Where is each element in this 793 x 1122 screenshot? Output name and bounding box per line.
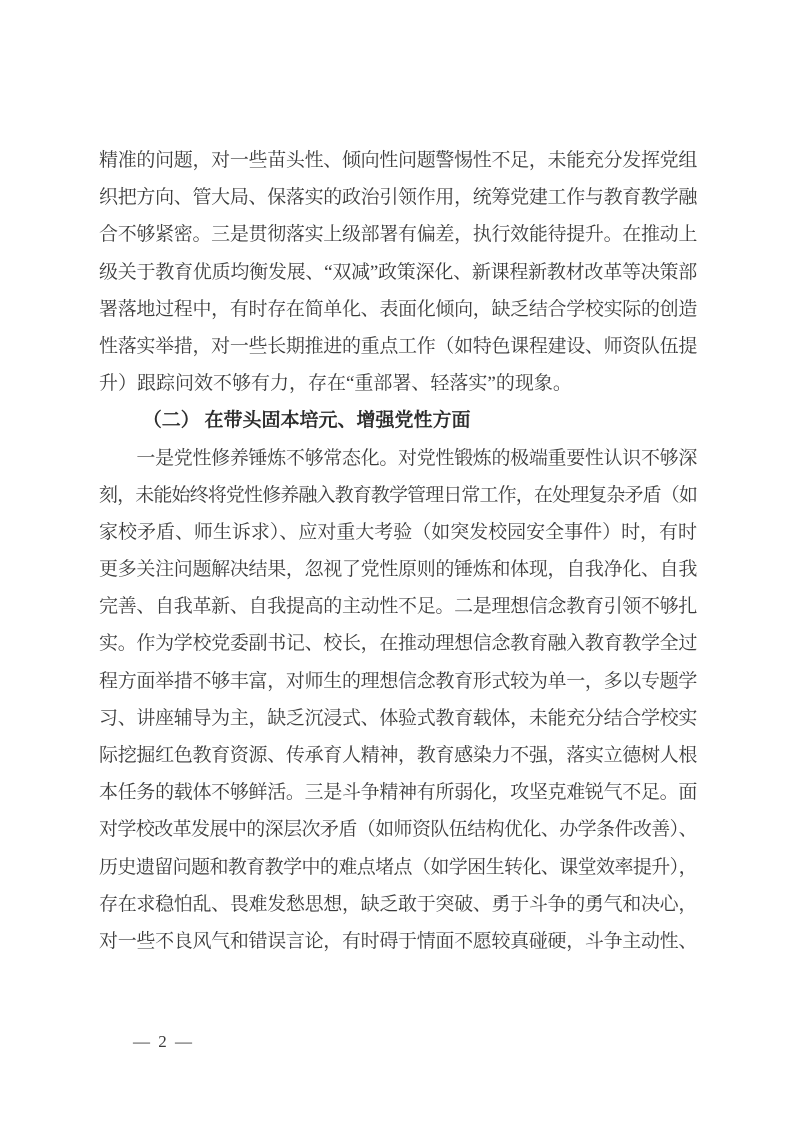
text-line: 习、讲座辅导为主，缺乏沉浸式、体验式教育载体，未能充分结合学校实 bbox=[99, 707, 697, 729]
text-line: 际挖掘红色教育资源、传承育人精神，教育感染力不强，落实立德树人根 bbox=[99, 745, 697, 766]
text-line: 历史遗留问题和教育教学中的难点堵点（如学困生转化、课堂效率提升）， bbox=[99, 856, 697, 878]
page-number: — 2 — bbox=[133, 1032, 194, 1051]
text-line: 完善、自我革新、自我提高的主动性不足。二是理想信念教育引领不够扎 bbox=[99, 596, 697, 618]
text-line: 级关于教育优质均衡发展、“双减”政策深化、新课程新教材改革等决策部 bbox=[99, 261, 697, 283]
page-body-text bbox=[99, 142, 697, 960]
text-line: 实。作为学校党委副书记、校长，在推动理想信念教育融入教育教学全过 bbox=[99, 633, 697, 655]
paragraph-section-2 bbox=[99, 440, 697, 961]
text-line: 合不够紧密。三是贯彻落实上级部署有偏差，执行效能待提升。在推动上 bbox=[99, 224, 697, 246]
text-line: 程方面举措不够丰富，对师生的理想信念教育形式较为单一，多以专题学 bbox=[99, 670, 697, 692]
text-line: 署落地过程中，有时存在简单化、表面化倾向，缺乏结合学校实际的创造 bbox=[99, 298, 697, 320]
section-heading: （二） 在带头固本培元、增强党性方面 bbox=[142, 410, 471, 432]
text-line: 性落实举措，对一些长期推进的重点工作（如特色课程建设、师资队伍提 bbox=[99, 335, 697, 357]
text-line: 家校矛盾、师生诉求）、应对重大考验（如突发校园安全事件）时，有时 bbox=[99, 521, 697, 543]
paragraph-continuation bbox=[99, 142, 697, 402]
text-line: 对学校改革发展中的深层次矛盾（如师资队伍结构优化、办学条件改善）、 bbox=[99, 819, 697, 841]
text-line: 升）跟踪问效不够有力，存在“重部署、轻落实”的现象。 bbox=[99, 373, 572, 395]
text-line: 存在求稳怕乱、畏难发愁思想，缺乏敢于突破、勇于斗争的勇气和决心， bbox=[99, 893, 697, 915]
text-line: 更多关注问题解决结果，忽视了党性原则的锤炼和体现，自我净化、自我 bbox=[99, 559, 697, 581]
text-line: 精准的问题，对一些苗头性、倾向性问题警惕性不足，未能充分发挥党组 bbox=[99, 150, 697, 171]
text-line: 织把方向、管大局、保落实的政治引领作用，统筹党建工作与教育教学融 bbox=[99, 187, 697, 209]
text-line: 本任务的载体不够鲜活。三是斗争精神有所弱化，攻坚克难锐气不足。面 bbox=[99, 782, 697, 804]
text-line: 对一些不良风气和错误言论，有时碍于情面不愿较真碰硬，斗争主动性、 bbox=[99, 930, 697, 952]
text-line: 刻，未能始终将党性修养融入教育教学管理日常工作，在处理复杂矛盾（如 bbox=[99, 484, 697, 506]
text-line: 一是党性修养锤炼不够常态化。对党性锻炼的极端重要性认识不够深 bbox=[99, 447, 697, 469]
